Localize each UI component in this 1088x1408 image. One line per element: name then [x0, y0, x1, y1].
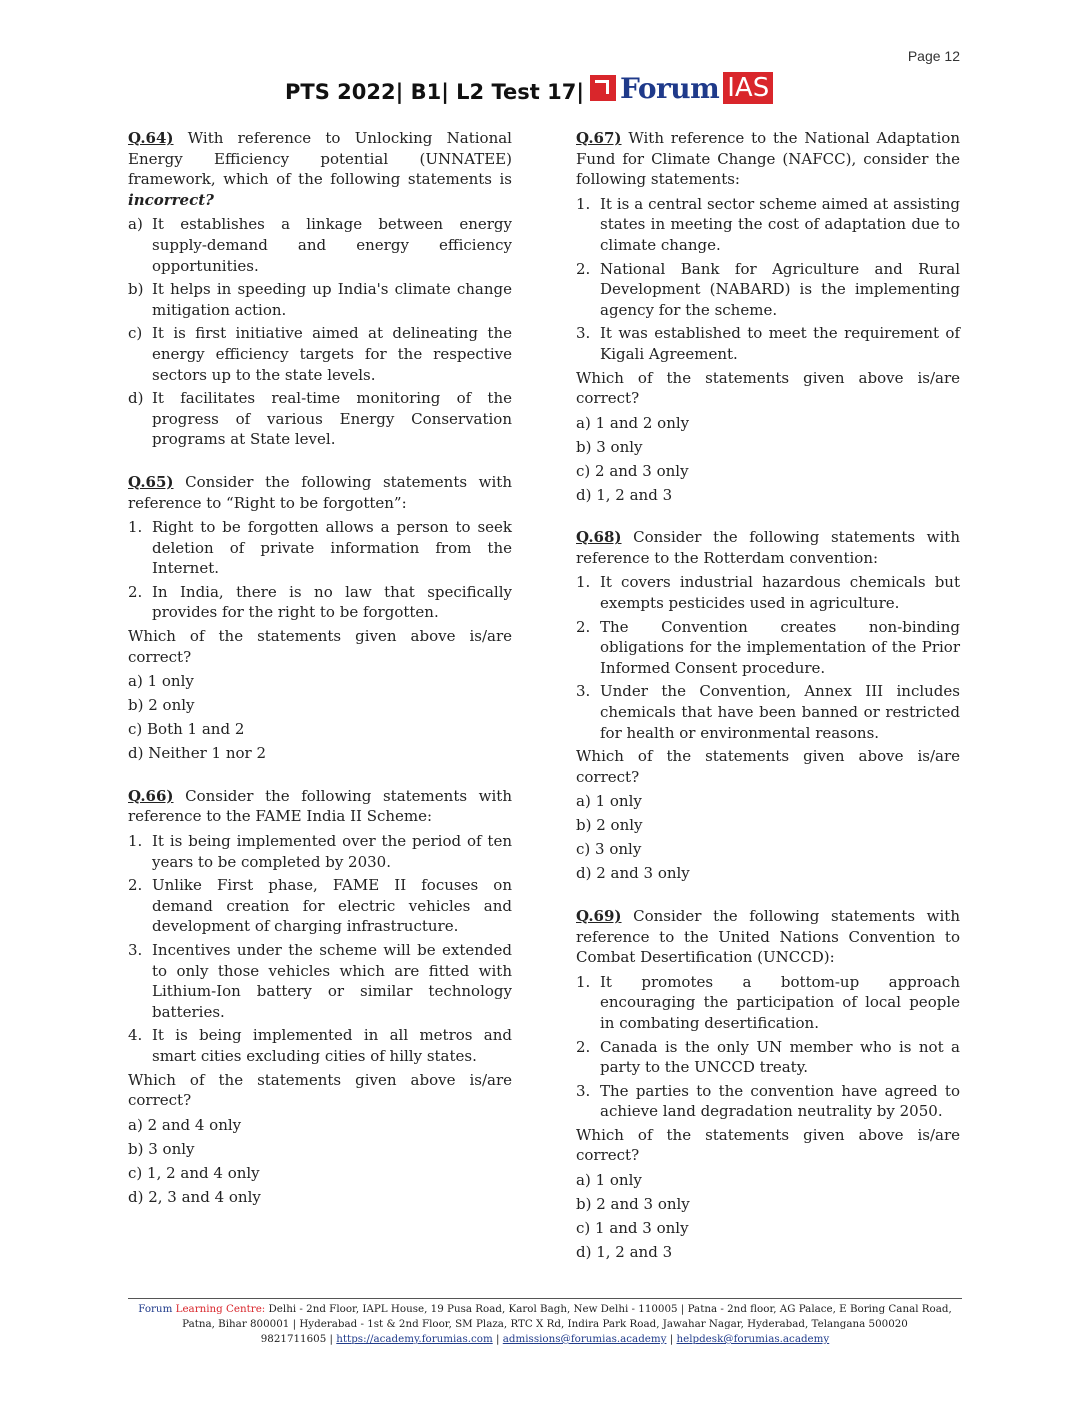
answer-option: a) 1 only	[576, 792, 642, 811]
question-block	[128, 472, 512, 764]
statement-item	[128, 940, 512, 1022]
statement-text: It is first initiative aimed at delineating the energy efficiency targets for the respective sectors up to the state levels.	[152, 324, 512, 384]
answer-option: c) 1, 2 and 4 only	[128, 1163, 260, 1182]
statement-item	[128, 323, 512, 385]
question-stem	[576, 128, 960, 190]
answer-option: c) Both 1 and 2	[128, 720, 245, 739]
statement-label: c)	[128, 324, 143, 343]
question-prompt: Which of the statements given above is/are correct?	[576, 368, 960, 408]
question-prompt: Which of the statements given above is/are correct?	[128, 1070, 512, 1110]
question-block	[576, 128, 960, 505]
question-text: Consider the following statements with reference to the Rotterdam convention:	[576, 528, 960, 567]
statement-label: 4.	[128, 1026, 143, 1045]
arrow-up-right-icon	[590, 75, 616, 101]
question-stem	[128, 128, 512, 210]
statement-item	[128, 214, 512, 276]
question-number: Q.66)	[128, 786, 174, 805]
statement-item	[576, 617, 960, 679]
statement-item	[576, 323, 960, 364]
question-prompt: Which of the statements given above is/are correct?	[576, 1125, 960, 1165]
statement-label: 3.	[576, 682, 591, 701]
question-stem	[576, 527, 960, 568]
question-block	[128, 128, 512, 450]
question-text: Consider the following statements with reference to the FAME India II Scheme:	[128, 786, 512, 826]
statement-text: Incentives under the scheme will be extended to only those vehicles which are fitted with Lithium-Ion battery or similar technology batteries.	[152, 940, 512, 1021]
statement-label: 1.	[128, 518, 143, 537]
question-emphasis: incorrect?	[128, 190, 214, 209]
logo-ias-text: IAS	[723, 72, 773, 104]
statement-text: Unlike First phase, FAME II focuses on demand creation for electric vehicles and development of charging infrastructure.	[152, 876, 512, 936]
question-number: Q.69)	[576, 906, 622, 925]
statement-label: 3.	[576, 1081, 591, 1100]
statement-label: 1.	[128, 831, 143, 850]
statement-label: d)	[128, 389, 144, 408]
question-number: Q.67)	[576, 129, 622, 147]
answer-option: b) 3 only	[576, 437, 643, 456]
answer-option: b) 2 and 3 only	[576, 1195, 690, 1214]
statement-text: It establishes a linkage between energy supply-demand and energy efficiency opportunities.	[152, 215, 512, 275]
test-title: PTS 2022| B1| L2 Test 17|	[285, 80, 585, 104]
answer-option: c) 1 and 3 only	[576, 1219, 689, 1238]
page-number: Page 12	[907, 48, 960, 64]
question-block	[576, 906, 960, 1263]
question-prompt: Which of the statements given above is/are correct?	[576, 747, 960, 786]
statement-item	[576, 1081, 960, 1122]
answer-option: d) Neither 1 nor 2	[128, 744, 267, 763]
answer-option: b) 3 only	[128, 1139, 195, 1158]
answer-option: a) 1 only	[576, 1171, 642, 1190]
statement-text: Under the Convention, Annex III includes chemicals that have been banned or restricted for health or environmental reasons.	[600, 682, 960, 742]
question-block	[576, 527, 960, 884]
answer-option: a) 2 and 4 only	[128, 1115, 242, 1134]
statement-item	[128, 279, 512, 320]
footer-phone: 9821711605	[260, 1333, 327, 1345]
footer-helpdesk-link[interactable]: helpdesk@forumias.academy	[676, 1333, 830, 1345]
question-number: Q.65)	[128, 472, 174, 491]
statement-label: b)	[128, 280, 144, 299]
footer-brand-label: Learning Centre:	[175, 1303, 266, 1315]
answer-option: d) 2 and 3 only	[576, 864, 690, 883]
question-number: Q.64)	[128, 129, 174, 147]
statement-label: 3.	[128, 940, 143, 959]
statement-label: 2.	[128, 582, 143, 601]
statement-label: 2.	[576, 617, 591, 636]
statement-label: 2.	[576, 1037, 591, 1056]
statement-text: In India, there is no law that specifically provides for the right to be forgotten.	[152, 582, 512, 622]
footer-address-2: Patna, Bihar 800001 | Hyderabad - 1st & 2nd Floor, SM Plaza, RTC X Rd, Indira Park Road, Jawahar Nagar, Hyderabad, Telangana 500020	[182, 1318, 908, 1330]
statement-label: 2.	[128, 876, 143, 895]
answer-option: d) 1, 2 and 3	[576, 1243, 673, 1262]
statement-item	[576, 972, 960, 1034]
right-column	[576, 128, 960, 1285]
left-column	[128, 128, 512, 1229]
forumias-logo	[590, 72, 773, 104]
statement-text: It was established to meet the requirement of Kigali Agreement.	[600, 324, 960, 363]
statement-label: 3.	[576, 324, 591, 343]
page-footer: Forum Learning Centre: Delhi - 2nd Floor, IAPL House, 19 Pusa Road, Karol Bagh, New Delhi - 110005 | Patna - 2nd floor, AG Palace, E Boring Canal Road, Patna, Bihar 800001 | Hyderabad - 1st & 2nd Floor, SM Plaza, RTC X Rd, Indira Park Road, Jawahar Nagar, Hyderabad, Telangana 500020 9821711605 | https://academy.forumias.com | admissions@forumias.academy | helpdesk@forumias.academy	[128, 1302, 962, 1347]
statement-text: National Bank for Agriculture and Rural Development (NABARD) is the implementing agency for the scheme.	[600, 259, 960, 319]
question-text: Consider the following statements with reference to “Right to be forgotten”:	[128, 472, 512, 512]
footer-brand-forum: Forum	[138, 1303, 173, 1315]
statement-label: 2.	[576, 259, 591, 278]
statement-label: 1.	[576, 194, 591, 213]
question-number: Q.68)	[576, 528, 622, 547]
statement-label: a)	[128, 215, 143, 234]
footer-admissions-link[interactable]: admissions@forumias.academy	[502, 1333, 667, 1345]
question-text: With reference to Unlocking National Energy Efficiency potential (UNNATEE) framework, which of the following statements is	[128, 129, 512, 189]
footer-address-1: Delhi - 2nd Floor, IAPL House, 19 Pusa Road, Karol Bagh, New Delhi - 110005 | Patna - 2nd floor, AG Palace, E Boring Canal Road,	[268, 1303, 952, 1315]
statement-item	[128, 875, 512, 937]
question-stem	[128, 786, 512, 827]
logo-forum-text: Forum	[620, 71, 720, 105]
statement-text: It is being implemented in all metros and smart cities excluding cities of hilly states.	[152, 1026, 512, 1065]
question-prompt: Which of the statements given above is/are correct?	[128, 627, 512, 666]
statement-item	[128, 388, 512, 450]
statement-text: It facilitates real-time monitoring of the progress of various Energy Conservation programs at State level.	[152, 389, 512, 449]
answer-option: b) 2 only	[576, 816, 643, 835]
question-stem	[576, 906, 960, 968]
footer-site-link[interactable]: https://academy.forumias.com	[336, 1333, 493, 1345]
statement-item	[128, 1025, 512, 1066]
statement-item	[128, 582, 512, 623]
question-block	[128, 786, 512, 1207]
statement-item	[576, 572, 960, 613]
statement-text: It helps in speeding up India's climate change mitigation action.	[152, 280, 512, 319]
statement-label: 1.	[576, 573, 591, 592]
statement-text: It is being implemented over the period of ten years to be completed by 2030.	[152, 831, 512, 871]
answer-option: b) 2 only	[128, 696, 195, 715]
statement-text: It promotes a bottom-up approach encouraging the participation of local people in combating desertification.	[600, 972, 960, 1032]
statement-item	[576, 259, 960, 321]
answer-option: a) 1 and 2 only	[576, 413, 690, 432]
statement-item	[576, 194, 960, 256]
page-header	[0, 72, 1088, 112]
statement-item	[576, 1037, 960, 1078]
answer-option: d) 2, 3 and 4 only	[128, 1187, 261, 1206]
statement-text: The parties to the convention have agreed to achieve land degradation neutrality by 2050.	[600, 1081, 960, 1121]
question-text: With reference to the National Adaptation Fund for Climate Change (NAFCC), consider the following statements:	[576, 129, 960, 189]
statement-item	[576, 681, 960, 743]
statement-label: 1.	[576, 972, 591, 991]
statement-item	[128, 831, 512, 872]
statement-text: It covers industrial hazardous chemicals but exempts pesticides used in agriculture.	[600, 573, 960, 613]
answer-option: a) 1 only	[128, 672, 194, 691]
question-text: Consider the following statements with reference to the United Nations Convention to Combat Desertification (UNCCD):	[576, 906, 960, 967]
statement-text: Canada is the only UN member who is not a party to the UNCCD treaty.	[600, 1037, 960, 1077]
answer-option: c) 3 only	[576, 840, 642, 859]
question-stem	[128, 472, 512, 513]
statement-item	[128, 517, 512, 579]
answer-option: d) 1, 2 and 3	[576, 485, 673, 504]
answer-option: c) 2 and 3 only	[576, 461, 689, 480]
statement-text: It is a central sector scheme aimed at assisting states in meeting the cost of adaptation due to climate change.	[600, 194, 960, 254]
footer-divider	[128, 1298, 962, 1299]
statement-text: The Convention creates non-binding obligations for the implementation of the Prior Informed Consent procedure.	[600, 617, 960, 677]
statement-text: Right to be forgotten allows a person to seek deletion of private information from the Internet.	[152, 518, 512, 578]
